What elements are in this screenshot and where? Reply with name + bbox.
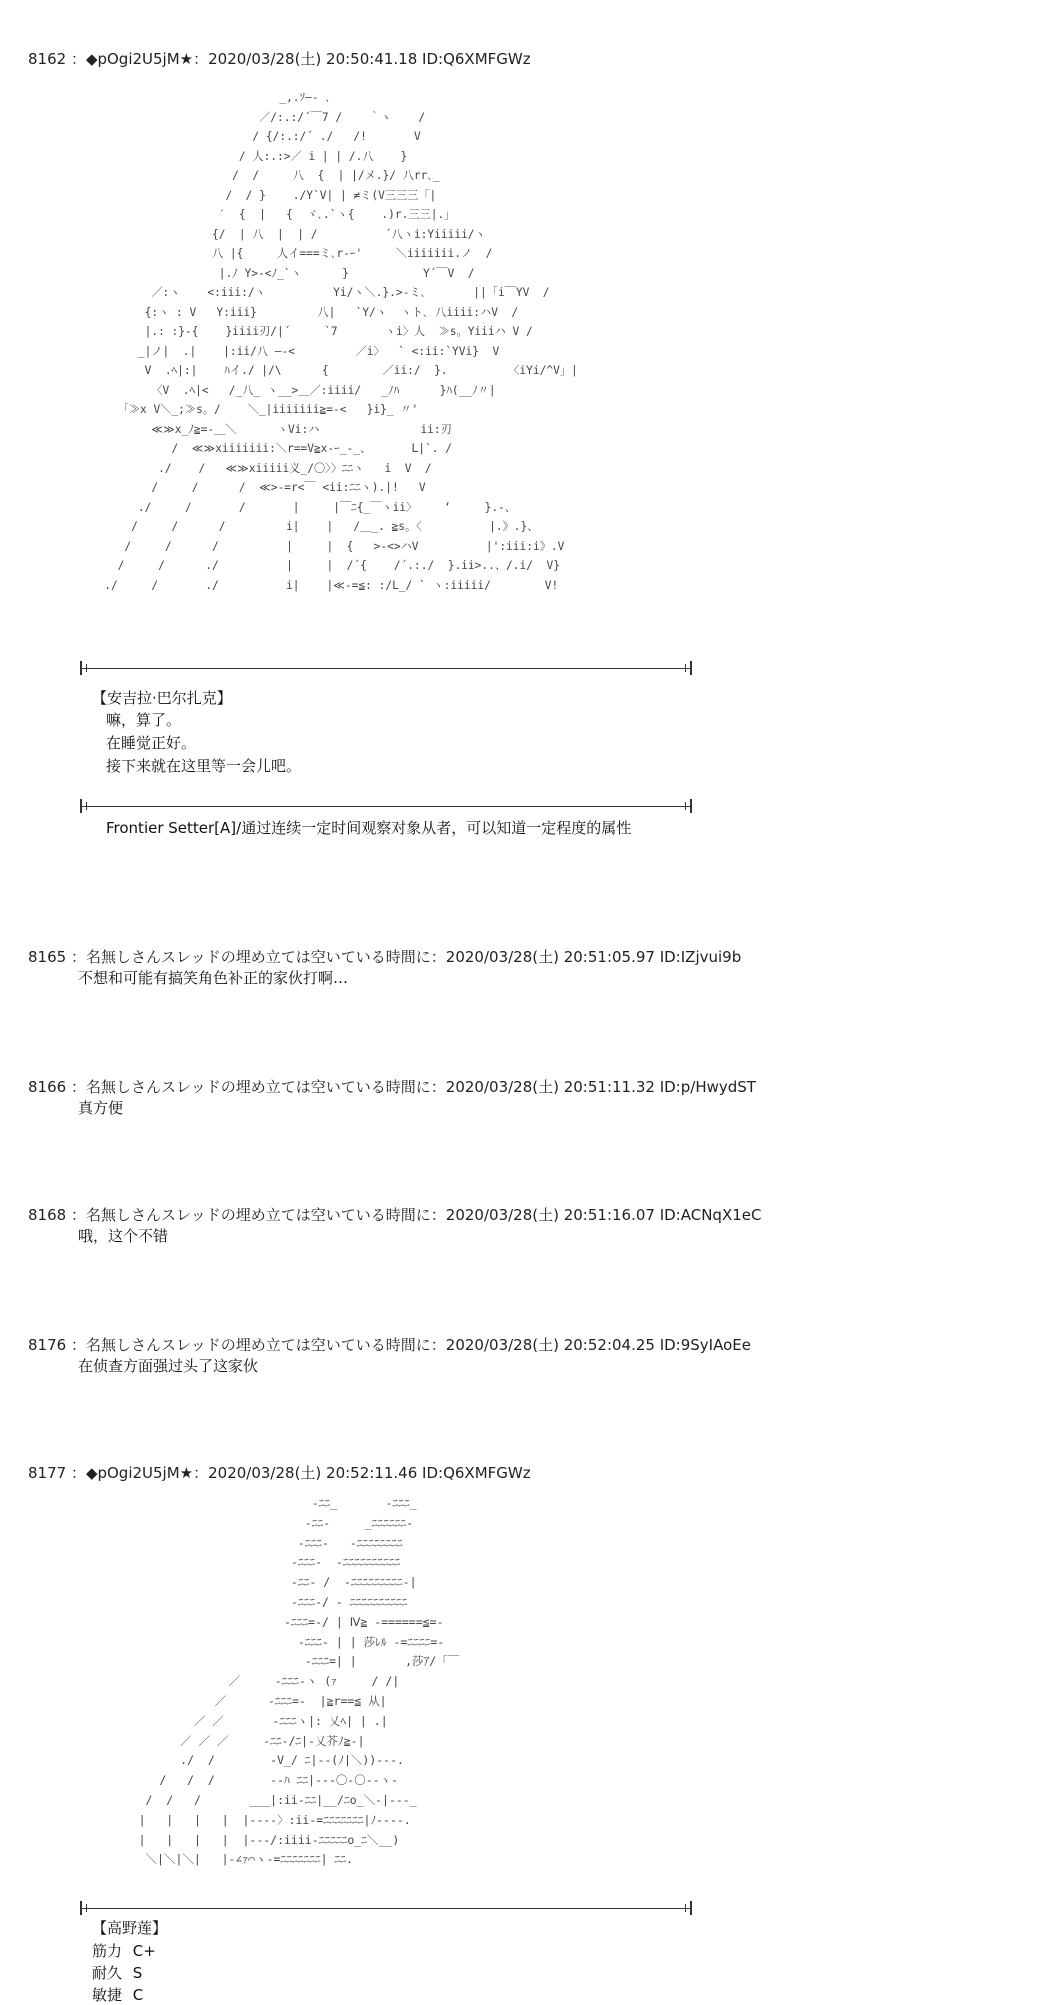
stat-value: S <box>132 1964 143 1982</box>
stat-row <box>92 1984 143 2005</box>
post-body: 真方便 <box>78 1099 124 1117</box>
stat-value: C <box>132 1986 144 2004</box>
dialogue-line: 在睡觉正好。 <box>106 734 197 752</box>
stat-key: 筋力 <box>92 1942 123 1960</box>
character-name: 【安吉拉·巴尔扎克】 <box>92 689 232 707</box>
skill-note: Frontier Setter[A]/通过连续一定时间观察对象从者，可以知道一定程度的属性 <box>106 819 632 837</box>
dialogue-line: 接下来就在这里等一会儿吧。 <box>106 757 302 775</box>
stat-key: 敏捷 <box>92 1986 123 2004</box>
post-body: 不想和可能有搞笑角色补正的家伙打啊… <box>78 969 349 987</box>
post-header-8165: 8165 ：名無しさんスレッドの埋め立ては空いている時間に：2020/03/28(土) 20:51:05.97 ID:IZjvui9b <box>28 948 742 966</box>
dialogue-line: 嘛，算了。 <box>106 711 182 729</box>
post-body: 在侦查方面强过头了这家伙 <box>78 1357 259 1375</box>
stat-row <box>92 1962 142 1983</box>
post-header-8177: 8177 ：◆pOgi2U5jM★：2020/03/28(土) 20:52:11.46 ID:Q6XMFGWz <box>28 1464 531 1482</box>
post-body: 哦，这个不错 <box>78 1227 169 1245</box>
stat-row <box>92 1940 156 1961</box>
divider-line <box>80 806 692 807</box>
divider-line <box>80 1908 692 1909</box>
ascii-art-takano-ren: -ﾆﾆ_ -ﾆﾆﾆ_ -ﾆﾆ- _ﾆﾆﾆﾆﾆﾆ- -ﾆﾆﾆ- ‐ﾆﾆﾆﾆﾆﾆﾆﾆ -ﾆﾆﾆ- ‐ﾆﾆﾆﾆﾆﾆﾆﾆﾆﾆ -ﾆﾆ- / -ﾆﾆﾆﾆﾆﾆﾆﾆﾆ-| -ﾆﾆﾆ-/ ‐ ﾆﾆﾆﾆﾆﾆﾆﾆﾆﾆ -ﾆﾆﾆ=-/ | Ⅳ≧ -======≦=- -ﾆﾆﾆ- | | 莎ﾚﾙ -=ﾆﾆﾆﾆ=- -ﾆﾆﾆ=| | ,莎ｱ/「￣ ／ -ﾆﾆﾆ-ヽ (ｧ / /| ／ -ﾆﾆﾆ=- |≧r==≦ 从| ／ ／ -ﾆﾆﾆヽ|: 乂ﾍ| | .| ／ ／ ／ -ﾆﾆ-/ﾆ|-乂芥ﾉ≧-| ./ / -V_/ ﾆ|--(ﾉ|＼))---. / / / --ﾊ ﾆﾆ|---〇-〇--ヽ- / / / ___|:ii-ﾆﾆ|__/ﾆo_＼-|---_ | | | | |----〉:ii-=ﾆﾆﾆﾆﾆﾆﾆ|ﾉ----. | | | | |---/:iiii-ﾆﾆﾆﾆﾆo_ﾆ＼__) ＼|＼|＼| |-∠ｧ⌒ヽ-=ﾆﾆﾆﾆﾆﾆﾆ| ﾆﾆ. <box>138 1496 460 1867</box>
divider-line <box>80 668 692 669</box>
post-header-8166: 8166 ：名無しさんスレッドの埋め立ては空いている時間に：2020/03/28(土) 20:51:11.32 ID:p/HwydST <box>28 1078 756 1096</box>
post-header-8168: 8168 ：名無しさんスレッドの埋め立ては空いている時間に：2020/03/28(土) 20:51:16.07 ID:ACNqX1eC <box>28 1206 762 1224</box>
ascii-art-angela: _,.ｿ―- ､ ／/:.:/´￣7 / ｀ヽ / / {/:.:/´ ./ /! V / 人:.:>／ i | | /.八 } / / 八 { | |/メ.}/ 八rr､_ / / } ./Y`V| | ≠ミ(V三三三「| ′ { | { ヾ､.`ヽ{ .)r.三三|.」 {/ | 八 | | / ´八ヽi:Yiiiii/ヽ 八 |{ 人イ===ミ､r-ｰ' ＼iiiiiii.ノ / |.ﾉ Y>-<ﾉ_`ヽ } Y´￣V / ／:ヽ <:iii:/ヽ Yi/ヽ＼.}.>-ミ､ ||「i￣YV / {:ヽ : V Y:iii} 八| `Y/ヽ ヽト､ 八iiii:ハV / |.: :}-{ }iiii刃/|´ `7 ヽi〉人 ≫s。Yiiiハ V / _|ノ| .| |:ii/八 ―-< ／i〉 ` <:ii:`YVi} V V .ﾍ|:| ﾊイ./ |/\ { ／ii:/ }. 〈iYi/^V」| 〈V .ﾍ|< /_八_ ヽ__>＿／:iiii/ _ﾉﾊ }ﾊ(__ﾉ〃| 「≫x V＼_;≫s。/ ＼_|iiiiiii≧=-< }i}_ 〃' ≪≫x_ﾉ≧=-＿＼ ヽVi:ハ ii:刃 / ≪≫xiiiiiii:＼r==V≧x-ｰ_-_、 L|`. / ./ / ≪≫xiiiii义_/〇〉〉ﾆﾆヽ i V / / / / ≪>-=r<￣ <ii:ﾆﾆヽ).|! V ./ / / | |￣ﾆ{_￣ヽii〉 ‘ }.-、 / / / i| | /＿_. ≧s。〈 |.》.}、 / / / | | { >-<>ハV |':iii:i》.V / / ./ | | /´{ /´.:./ }.ii>..、/.i/ V} ./ / ./ i| |≪-=≦: :/L_/ ` ヽ:iiiii/ V! <box>104 91 578 592</box>
post-header-8162: 8162 ：◆pOgi2U5jM★：2020/03/28(土) 20:50:41.18 ID:Q6XMFGWz <box>28 50 531 68</box>
post-header-8176: 8176 ：名無しさんスレッドの埋め立ては空いている時間に：2020/03/28(土) 20:52:04.25 ID:9SyIAoEe <box>28 1336 751 1354</box>
stat-key: 耐久 <box>92 1964 123 1982</box>
stat-value: C+ <box>132 1942 156 1960</box>
character-name: 【高野莲】 <box>92 1919 168 1937</box>
